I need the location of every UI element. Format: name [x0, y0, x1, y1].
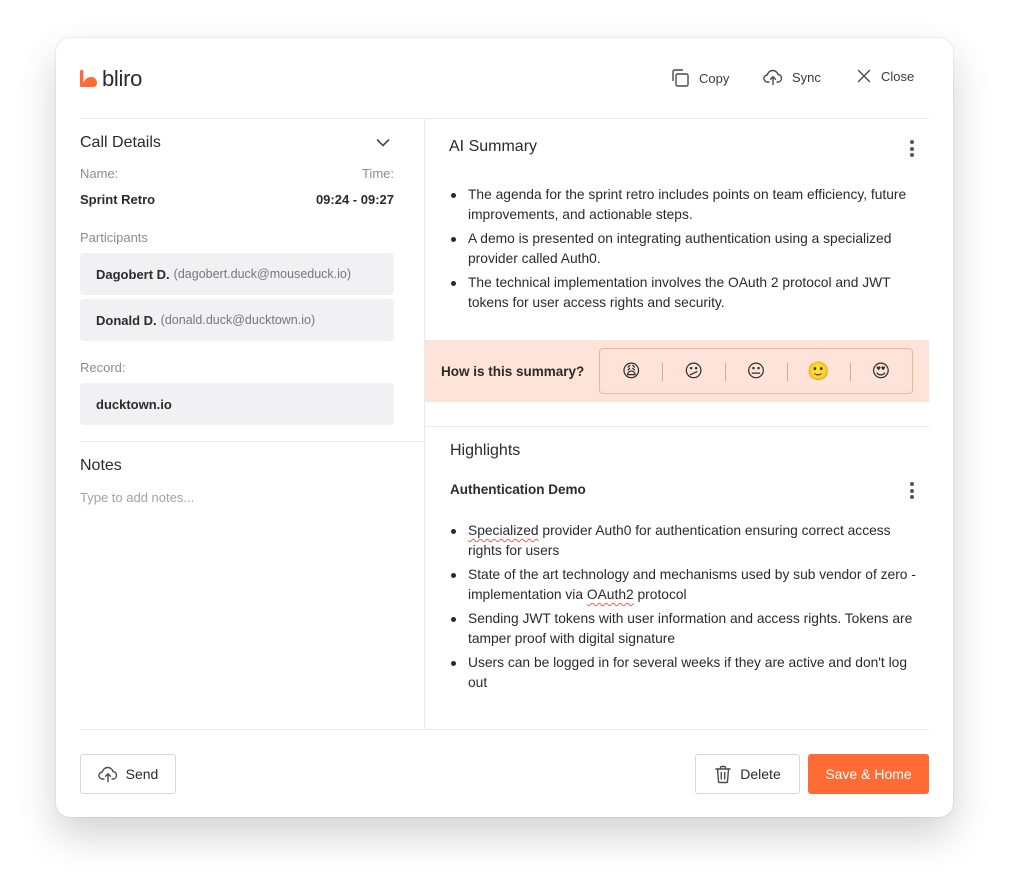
chevron-down-icon[interactable]	[376, 138, 390, 148]
list-item: A demo is presented on integrating authentication using a specialized provider called Auth0.	[449, 229, 919, 269]
header-divider	[80, 118, 929, 119]
list-item: The technical implementation involves the OAuth 2 protocol and JWT tokens for user access rights and security.	[449, 273, 919, 313]
rating-neutral-icon[interactable]: 😐	[725, 349, 787, 393]
bliro-logo-icon	[80, 69, 98, 89]
notes-title: Notes	[80, 457, 122, 474]
participant-email: (dagobert.duck@mouseduck.io)	[173, 267, 352, 281]
participant-name: Dagobert D.	[96, 266, 170, 282]
cloud-upload-icon	[763, 68, 783, 86]
participants-label: Participants	[80, 230, 148, 245]
time-label: Time:	[361, 166, 394, 181]
cloud-upload-icon	[98, 765, 118, 783]
highlight-subtitle: Authentication Demo	[450, 482, 586, 497]
summary-list	[449, 185, 919, 317]
summary-more-icon[interactable]	[910, 140, 914, 160]
misspelled-word[interactable]: Specialized	[468, 523, 539, 538]
list-item-text: protocol	[633, 587, 687, 602]
name-label: Name:	[80, 166, 119, 181]
rating-smile-icon[interactable]: 🙂	[787, 349, 849, 393]
list-item: Users can be logged in for several weeks if they are active and don't log out	[449, 653, 919, 693]
participant-email: (donald.duck@ducktown.io)	[160, 313, 316, 327]
rating-question: How is this summary?	[441, 364, 585, 379]
close-icon	[856, 68, 872, 84]
highlights-list	[449, 521, 919, 697]
participant-name: Donald D.	[96, 312, 157, 328]
call-time-value: 09:24 - 09:27	[315, 192, 394, 207]
notes-input[interactable]: Type to add notes...	[80, 490, 195, 505]
highlights-title: Highlights	[450, 442, 521, 459]
rating-options	[599, 348, 913, 394]
copy-label: Copy	[699, 70, 730, 86]
record-chip[interactable]	[80, 383, 394, 425]
sync-button[interactable]	[763, 68, 821, 86]
call-name-value: Sprint Retro	[80, 192, 156, 207]
call-details-title: Call Details	[80, 134, 161, 151]
close-label: Close	[881, 68, 915, 84]
send-label: Send	[125, 766, 159, 782]
send-button[interactable]	[80, 754, 176, 794]
copy-button[interactable]	[670, 68, 729, 88]
list-item	[449, 565, 919, 605]
record-label: Record:	[80, 360, 126, 375]
participant-chip[interactable]	[80, 253, 394, 295]
close-button[interactable]	[856, 68, 914, 84]
footer-divider	[80, 729, 929, 730]
save-home-button[interactable]: Save & Home	[808, 754, 929, 794]
summary-divider	[425, 426, 929, 427]
summary-rating-bar	[425, 340, 929, 402]
rating-heart-eyes-icon[interactable]: 😍	[850, 349, 912, 393]
bliro-call-window	[56, 38, 953, 817]
record-value: ducktown.io	[96, 396, 172, 412]
misspelled-word[interactable]: OAuth2	[586, 587, 634, 602]
list-item: The agenda for the sprint retro includes points on team efficiency, future improvements, and actionable steps.	[449, 185, 919, 225]
delete-label: Delete	[740, 766, 781, 782]
delete-button[interactable]	[695, 754, 800, 794]
details-divider	[80, 441, 424, 442]
list-item: Sending JWT tokens with user information and access rights. Tokens are tamper proof with digital signature	[449, 609, 919, 649]
rating-weary-icon[interactable]: 😩	[621, 360, 641, 381]
sync-label: Sync	[792, 69, 821, 85]
ai-summary-title: AI Summary	[449, 138, 538, 155]
highlight-more-icon[interactable]	[910, 482, 914, 502]
app-logo	[80, 66, 142, 92]
list-item-text: State of the art technology and mechanisms used by sub vendor of zero - implementation via	[468, 567, 916, 602]
list-item	[449, 521, 919, 561]
copy-icon	[670, 68, 690, 88]
list-item-text: provider Auth0 for authentication ensuring correct access rights for users	[468, 523, 891, 558]
rating-confused-icon[interactable]: 😕	[662, 349, 724, 393]
logo-text: bliro	[102, 66, 143, 91]
trash-icon	[714, 765, 732, 784]
column-divider	[424, 119, 425, 729]
participant-chip[interactable]	[80, 299, 394, 341]
window-header	[56, 38, 953, 118]
